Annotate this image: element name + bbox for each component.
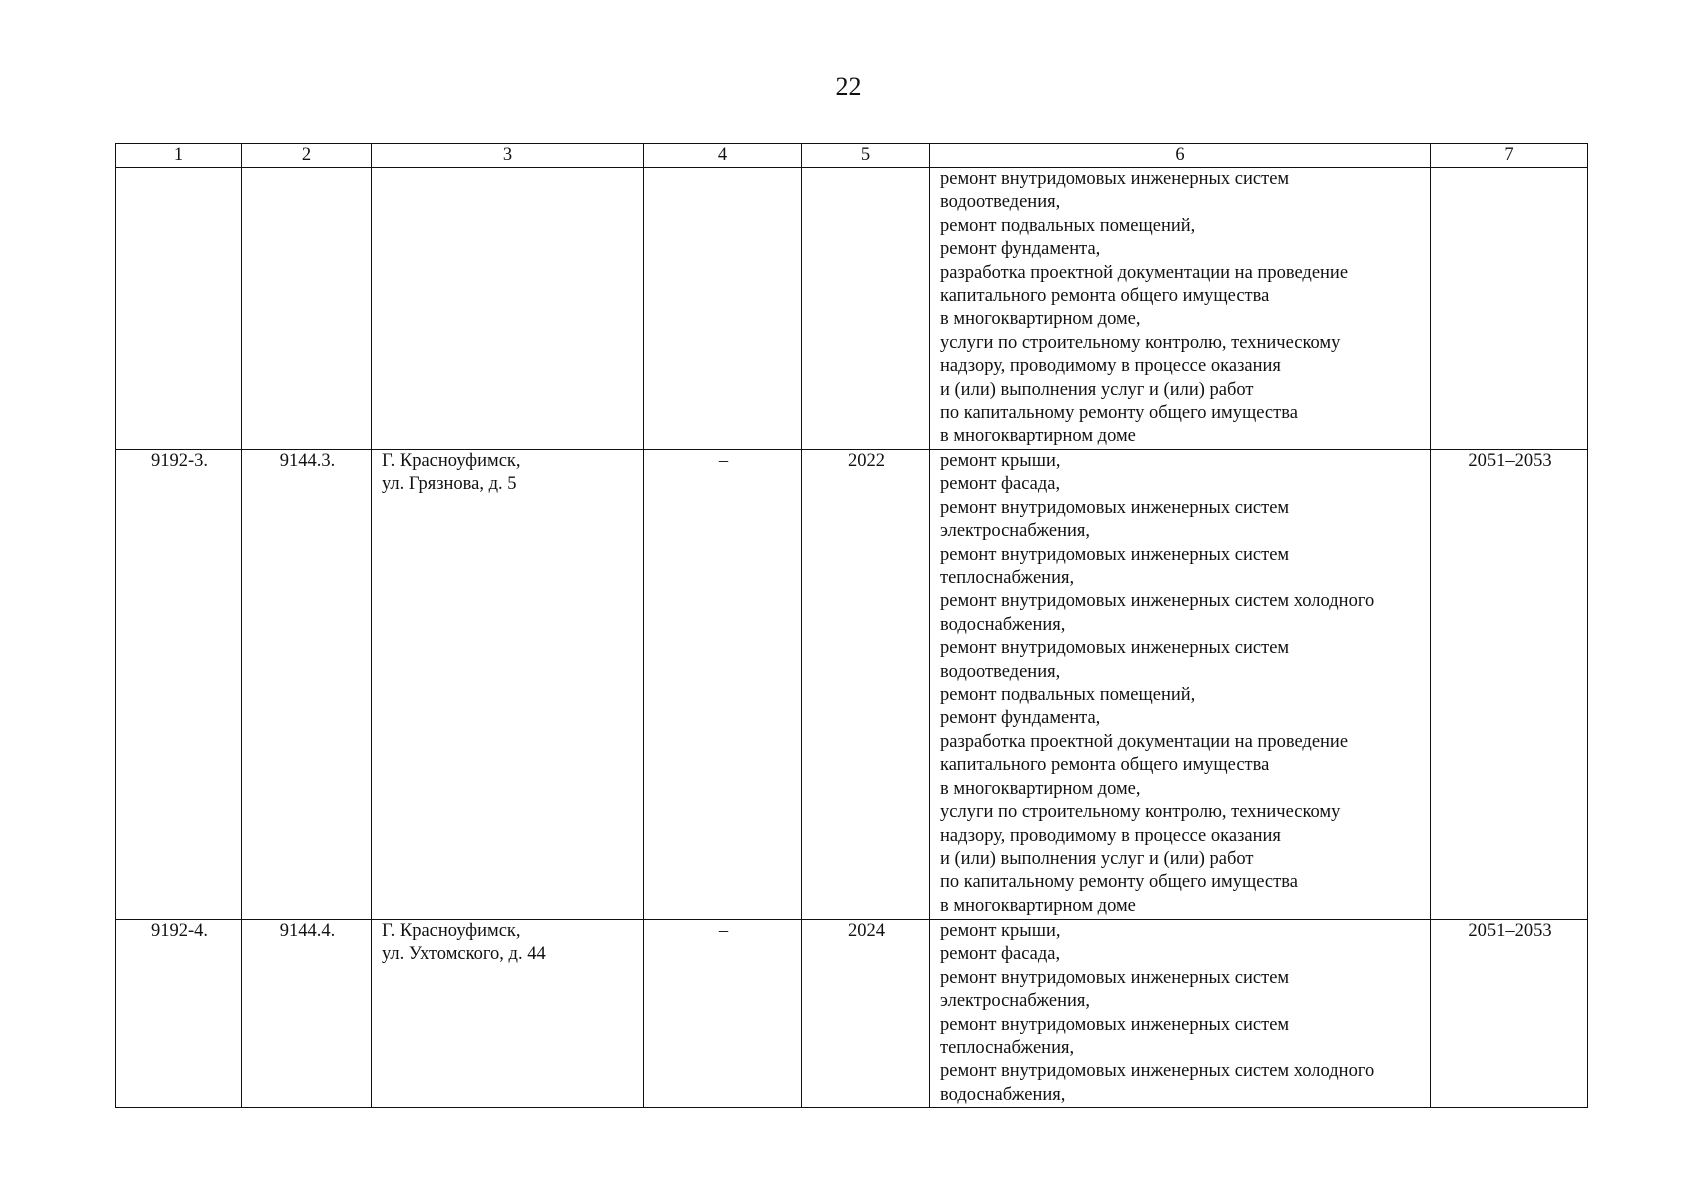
work-item: ремонт подвальных помещений, [940,685,1196,706]
work-item: капитального ремонта общего имущества [940,755,1270,776]
year-cell: 2024 [802,920,930,1108]
year-cell: 2022 [802,450,930,920]
header-cell-2: 2 [242,144,372,168]
page-number: 22 [835,72,862,101]
work-item: водоснабжения, [940,1084,1066,1105]
work-item: электроснабжения, [940,521,1091,542]
address-cell [372,168,644,450]
header-cell-4: 4 [644,144,802,168]
work-item: теплоснабжения, [940,1038,1075,1059]
work-item: ремонт внутридомовых инженерных систем [940,638,1290,659]
code-cell [242,168,372,450]
work-item: разработка проектной документации на проведение [940,262,1349,283]
work-item: ремонт крыши, [940,451,1061,471]
work-item: водоотведения, [940,661,1061,682]
period-cell: 2051–2053 [1431,920,1588,1108]
work-item: капитального ремонта общего имущества [940,286,1270,307]
work-item: ремонт внутридомовых инженерных систем [940,169,1290,189]
work-item: надзору, проводимому в процессе оказания [940,825,1281,846]
capital-repair-table [115,143,1588,1108]
table-row [116,920,1588,1108]
header-cell-1: 1 [116,144,242,168]
address-line: Г. Красноуфимск, [382,451,521,471]
period-cell: 2051–2053 [1431,450,1588,920]
dash-cell: – [644,450,802,920]
code-cell: 9144.4. [242,920,372,1108]
work-item: ремонт внутридомовых инженерных систем холодного [940,1061,1375,1082]
work-item: по капитальному ремонту общего имущества [940,403,1298,424]
work-item: ремонт фасада, [940,944,1061,965]
works-cell [930,920,1431,1108]
work-item: ремонт фундамента, [940,708,1101,729]
work-item: услуги по строительному контролю, техническому [940,802,1341,823]
table-row [116,168,1588,450]
work-item: водоотведения, [940,192,1061,213]
address-line: ул. Ухтомского, д. 44 [382,944,546,965]
work-item: надзору, проводимому в процессе оказания [940,356,1281,377]
work-item: и (или) выполнения услуг и (или) работ [940,379,1254,400]
work-item: услуги по строительному контролю, техническому [940,332,1341,353]
row-number-cell [116,168,242,450]
work-item: ремонт внутридомовых инженерных систем [940,544,1290,565]
period-cell [1431,168,1588,450]
work-item: ремонт фундамента, [940,239,1101,260]
work-item: ремонт фасада, [940,474,1061,495]
work-item: электроснабжения, [940,991,1091,1012]
row-number-cell: 9192-4. [116,920,242,1108]
work-item: ремонт крыши, [940,921,1061,941]
work-item: по капитальному ремонту общего имущества [940,872,1298,893]
address-line: ул. Грязнова, д. 5 [382,474,517,495]
work-item: в многоквартирном доме [940,426,1136,447]
address-cell [372,920,644,1108]
code-cell: 9144.3. [242,450,372,920]
header-cell-3: 3 [372,144,644,168]
work-item: водоснабжения, [940,614,1066,635]
works-cell [930,168,1431,450]
work-item: ремонт подвальных помещений, [940,215,1196,236]
table-row [116,450,1588,920]
work-item: в многоквартирном доме, [940,309,1141,330]
header-cell-7: 7 [1431,144,1588,168]
work-item: и (или) выполнения услуг и (или) работ [940,848,1254,869]
address-cell [372,450,644,920]
dash-cell: – [644,920,802,1108]
header-cell-5: 5 [802,144,930,168]
row-number-cell: 9192-3. [116,450,242,920]
work-item: ремонт внутридомовых инженерных систем [940,967,1290,988]
header-row [116,144,1588,168]
work-item: теплоснабжения, [940,568,1075,589]
work-item: в многоквартирном доме, [940,778,1141,799]
work-item: ремонт внутридомовых инженерных систем холодного [940,591,1375,612]
dash-cell [644,168,802,450]
work-item: в многоквартирном доме [940,895,1136,916]
work-item: разработка проектной документации на проведение [940,731,1349,752]
work-item: ремонт внутридомовых инженерных систем [940,1014,1290,1035]
header-cell-6: 6 [930,144,1431,168]
works-cell [930,450,1431,920]
work-item: ремонт внутридомовых инженерных систем [940,497,1290,518]
address-line: Г. Красноуфимск, [382,921,521,941]
year-cell [802,168,930,450]
